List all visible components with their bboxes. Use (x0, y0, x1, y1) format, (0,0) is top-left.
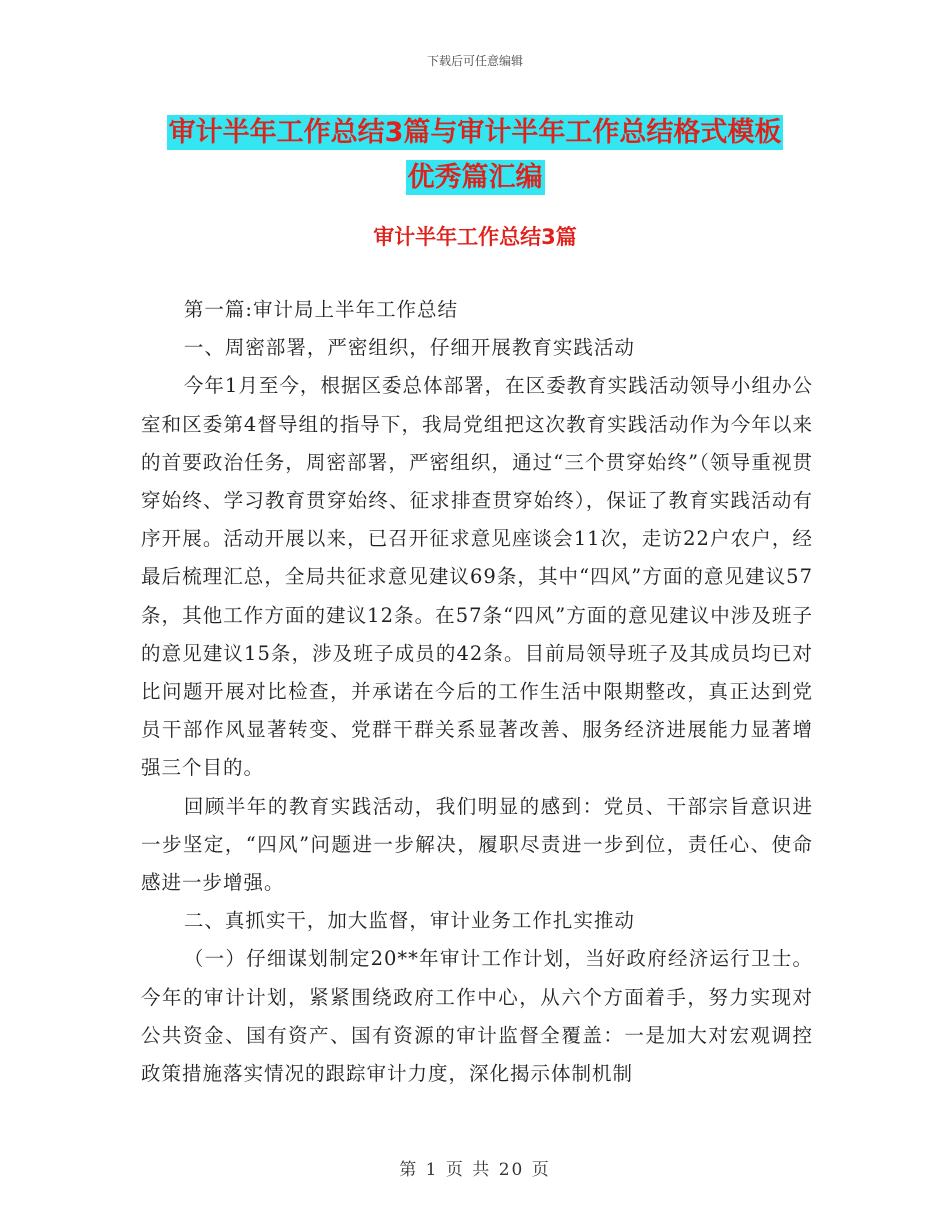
paragraph: 今年1月至今，根据区委总体部署，在区委教育实践活动领导小组办公室和区委第4督导组的指导下，我局党组把这次教育实践活动作为今年以来的首要政治任务，周密部署，严密组织，通过“三个贯穿始终”（领导重视贯穿始终、学习教育贯穿始终、征求排查贯穿始终），保证了教育实践活动有序开展。活动开展以来，已召开征求意见座谈会11次，走访22户农户，经最后梳理汇总，全局共征求意见建议69条，其中“四风”方面的意见建议57条，其他工作方面的建议12条。在57条“四风”方面的意见建议中涉及班子的意见建议15条，涉及班子成员的42条。目前局领导班子及其成员均已对比问题开展对比检查，并承诺在今后的工作生活中限期整改，真正达到党员干部作风显著转变、党群干群关系显著改善、服务经济进展能力显著增强三个目的。 (141, 374, 813, 780)
section-heading-1: 一、周密部署，严密组织，仔细开展教育实践活动 (183, 336, 635, 360)
page-footer: 第 1 页 共 20 页 (399, 1160, 551, 1180)
document-title-line-2 (0, 153, 950, 203)
page-header: 下载后可任意编辑 (426, 54, 523, 68)
document-title-text-1: 审计半年工作总结3篇与审计半年工作总结格式模板 (168, 117, 782, 148)
paragraph: 回顾半年的教育实践活动，我们明显的感到：党员、干部宗旨意识进一步坚定，“四风”问题进一步解决，履职尽责进一步到位，责任心、使命感进一步增强。 (141, 794, 813, 895)
section-title: 审计半年工作总结3篇 (373, 225, 577, 249)
document-body (141, 291, 813, 1093)
section-heading-2: 二、真抓实干，加大监督，审计业务工作扎实推动 (183, 909, 635, 933)
article-heading: 第一篇:审计局上半年工作总结 (183, 298, 458, 321)
document-title-line-1 (0, 108, 950, 158)
paragraph: （一）仔细谋划制定20**年审计工作计划，当好政府经济运行卫士。今年的审计计划，紧紧围绕政府工作中心，从六个方面着手，努力实现对公共资金、国有资产、国有资源的审计监督全覆盖：一是加大对宏观调控政策措施落实情况的跟踪审计力度，深化揭示体制机制 (141, 947, 813, 1086)
document-title-text-2: 优秀篇汇编 (407, 162, 543, 193)
